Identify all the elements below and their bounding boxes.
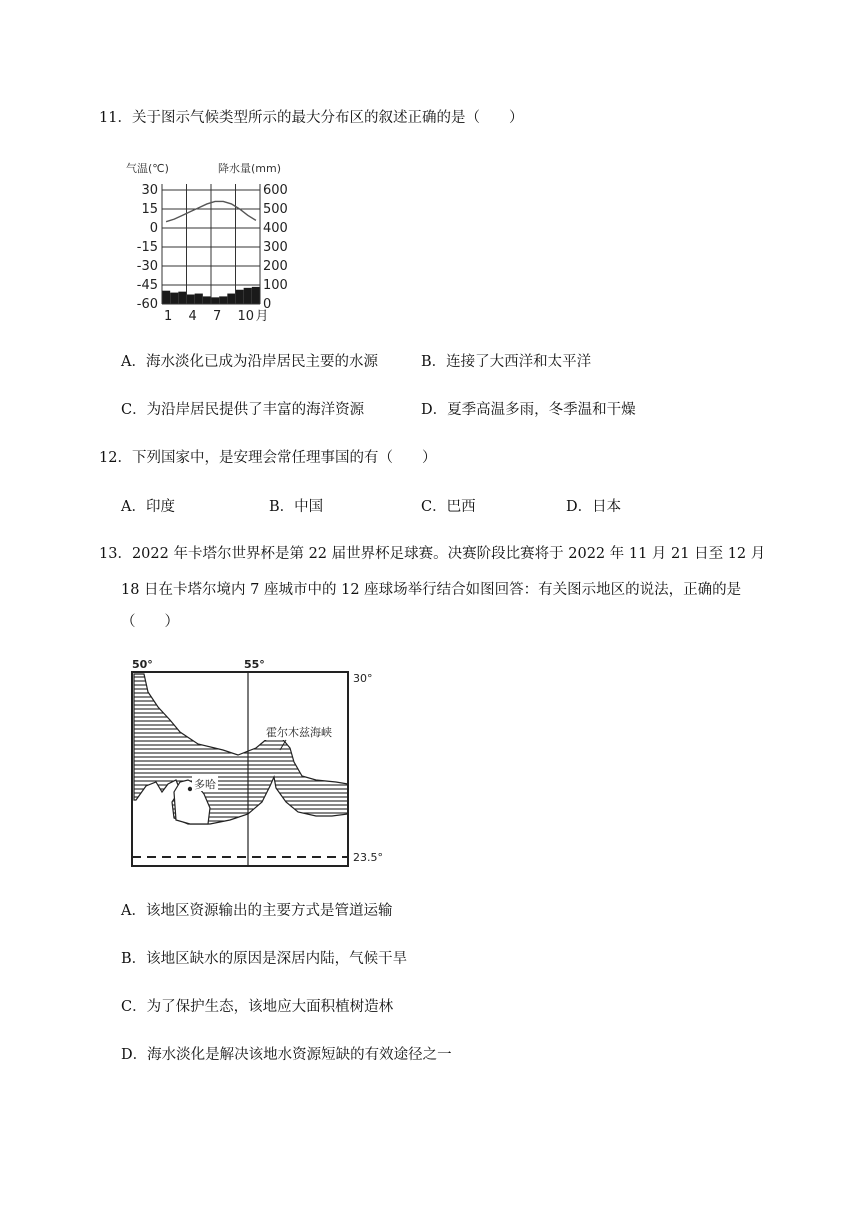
precip-tick-label: 600 [263,183,288,198]
gulf-sea [134,674,348,824]
precip-bar [195,294,203,304]
precip-bar [170,293,178,304]
q12-option-c[interactable]: C．巴西 [421,499,476,515]
precip-tick-label: 100 [263,278,288,293]
temp-tick-label: 0 [149,221,158,236]
temp-tick-label: -30 [136,259,158,274]
q11-option-a[interactable]: A．海水淡化已成为沿岸居民主要的水源 [121,354,378,370]
doha-marker [188,787,192,791]
precip-tick-label: 500 [263,202,288,217]
month-unit-label: 月 [255,309,269,324]
q12-option-a[interactable]: A．印度 [121,499,175,515]
lat-30-label: 30° [353,672,373,685]
q13-option-b[interactable]: B．该地区缺水的原因是深居内陆，气候干旱 [121,951,408,967]
q11-stem: 11．关于图示气候类型所示的最大分布区的叙述正确的是（ ） [99,110,524,126]
precip-bar [203,296,211,304]
precip-bar [252,287,260,304]
precip-bar [162,291,170,304]
precip-tick-label: 400 [263,221,288,236]
q11-option-b[interactable]: B．连接了大西洋和太平洋 [421,354,592,370]
month-tick-label: 10 [237,309,255,324]
climate-chart [118,156,298,326]
strait-label: 霍尔木兹海峡 [266,726,332,739]
q12-option-b[interactable]: B．中国 [269,499,324,515]
temp-tick-label: -15 [136,240,158,255]
month-tick-label: 4 [188,309,197,324]
precip-bar [219,296,227,304]
precip-bar [236,290,244,304]
lon-50-label: 50° [132,658,153,671]
q13-stem-line1: 13．2022 年卡塔尔世界杯是第 22 届世界杯足球赛。决赛阶段比赛将于 2022 年 11 月 21 日至 12 月 [99,546,766,562]
precip-bar [244,288,252,304]
temp-axis-header: 气温(℃) [126,162,169,175]
q12-stem: 12．下列国家中，是安理会常任理事国的有（ ） [99,450,437,466]
q11-option-c[interactable]: C．为沿岸居民提供了丰富的海洋资源 [121,402,365,418]
q12-option-d[interactable]: D．日本 [566,499,622,515]
temp-tick-label: 15 [141,202,158,217]
q13-option-d[interactable]: D．海水淡化是解决该地水资源短缺的有效途径之一 [121,1047,452,1063]
precip-tick-label: 0 [263,297,272,312]
doha-label: 多哈 [194,778,216,791]
precip-tick-label: 300 [263,240,288,255]
precip-tick-label: 200 [263,259,288,274]
month-tick-label: 7 [213,309,222,324]
precip-bar [178,292,186,304]
qatar-region-map [118,652,388,872]
q13-stem-line2: 18 日在卡塔尔境内 7 座城市中的 12 座球场举行结合如图回答：有关图示地区的说法，正确的是 [121,582,742,598]
precip-axis-header: 降水量(mm) [218,162,282,175]
q11-option-d[interactable]: D．夏季高温多雨，冬季温和干燥 [421,402,636,418]
lon-55-label: 55° [244,658,265,671]
precip-bar [227,294,235,304]
month-tick-label: 1 [164,309,173,324]
temp-tick-label: -60 [136,297,158,312]
precip-bar [187,295,195,305]
lat-23-label: 23.5° [353,851,383,864]
q13-option-a[interactable]: A．该地区资源输出的主要方式是管道运输 [121,903,393,919]
q13-stem-line3: （ ） [121,614,179,630]
temp-tick-label: 30 [141,183,158,198]
q13-option-c[interactable]: C．为了保护生态，该地应大面积植树造林 [121,999,394,1015]
precip-bar [211,297,219,304]
temp-tick-label: -45 [136,278,158,293]
